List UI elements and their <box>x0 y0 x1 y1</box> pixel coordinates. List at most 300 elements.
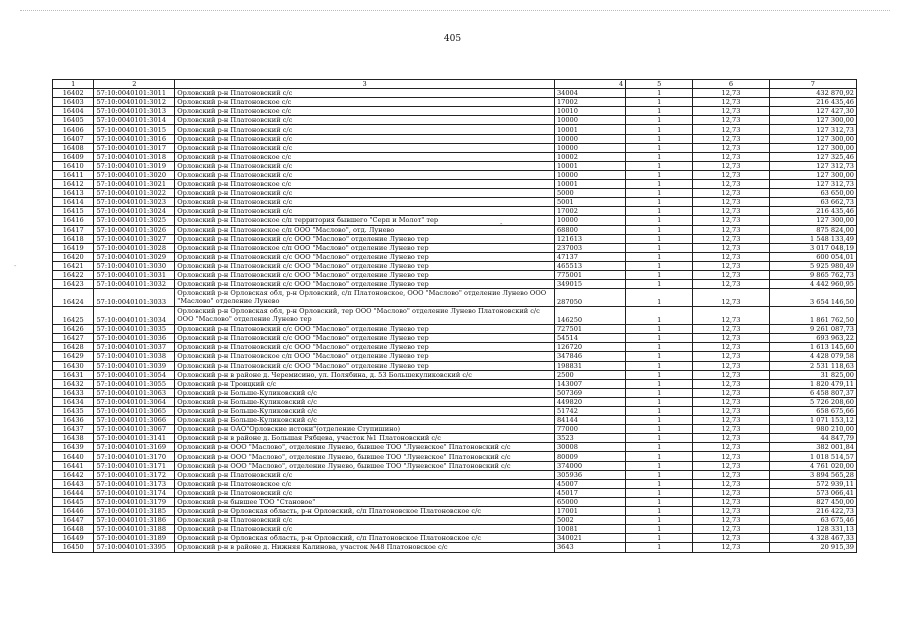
cell-value: 127 300,00 <box>769 216 856 225</box>
cell-rate: 12,73 <box>693 397 770 406</box>
cell-location: Орловский р-н Платоновский с/с <box>175 125 555 134</box>
cell-value: 1 861 762,50 <box>769 307 856 325</box>
cell-cadastral-number: 57:10:0040101:3023 <box>94 198 175 207</box>
header-row <box>53 80 857 89</box>
table-header <box>53 80 857 89</box>
table-row <box>53 307 857 325</box>
cell-rate: 12,73 <box>693 343 770 352</box>
cell-area: 10001 <box>554 161 625 170</box>
cell-location: Орловский р-н Платоновский с/с ООО "Маслово" отделение Лунево тер <box>175 261 555 270</box>
cell-quantity: 1 <box>626 225 693 234</box>
cell-location: Орловский р-н Платоновское с/п ООО "Маслово" отделение Лунево тер <box>175 352 555 361</box>
table-row <box>53 379 857 388</box>
cell-location: Орловский р-н Платоновское с/п ООО "Маслово", отд. Лунево <box>175 225 555 234</box>
cell-rate: 12,73 <box>693 470 770 479</box>
cell-cadastral-number: 57:10:0040101:3019 <box>94 161 175 170</box>
cell-rate: 12,73 <box>693 225 770 234</box>
cell-row-number: 16421 <box>53 261 94 270</box>
cell-quantity: 1 <box>626 180 693 189</box>
cell-cadastral-number: 57:10:0040101:3063 <box>94 388 175 397</box>
table-row <box>53 143 857 152</box>
cell-row-number: 16426 <box>53 325 94 334</box>
cell-value: 9 865 762,73 <box>769 270 856 279</box>
cell-quantity: 1 <box>626 425 693 434</box>
cell-quantity: 1 <box>626 98 693 107</box>
table-row <box>53 461 857 470</box>
cell-cadastral-number: 57:10:0040101:3029 <box>94 252 175 261</box>
cell-location: Орловский р-н Платоновское с/п ООО "Маслово" отделение Лунево тер <box>175 243 555 252</box>
cell-area: 305936 <box>554 470 625 479</box>
cell-location: Орловский р-н Платоновский с/с <box>175 116 555 125</box>
cell-quantity: 1 <box>626 407 693 416</box>
cell-row-number: 16414 <box>53 198 94 207</box>
table-row <box>53 525 857 534</box>
table-row <box>53 397 857 406</box>
cell-value: 382 001,84 <box>769 443 856 452</box>
table-row <box>53 416 857 425</box>
cell-rate: 12,73 <box>693 543 770 552</box>
cell-value: 573 066,41 <box>769 488 856 497</box>
cell-value: 1 071 153,12 <box>769 416 856 425</box>
cell-area: 30008 <box>554 443 625 452</box>
cell-value: 1 820 479,11 <box>769 379 856 388</box>
cell-quantity: 1 <box>626 388 693 397</box>
table-row <box>53 189 857 198</box>
cell-cadastral-number: 57:10:0040101:3141 <box>94 434 175 443</box>
table-row <box>53 488 857 497</box>
cell-row-number: 16403 <box>53 98 94 107</box>
cell-quantity: 1 <box>626 461 693 470</box>
cell-rate: 12,73 <box>693 98 770 107</box>
cell-rate: 12,73 <box>693 207 770 216</box>
cell-rate: 12,73 <box>693 243 770 252</box>
cell-row-number: 16404 <box>53 107 94 116</box>
cell-location: Орловский р-н Платоновский с/с ООО "Маслово" отделение Лунево тер <box>175 252 555 261</box>
cell-row-number: 16446 <box>53 507 94 516</box>
cell-cadastral-number: 57:10:0040101:3031 <box>94 270 175 279</box>
table-row <box>53 507 857 516</box>
cell-area: 449820 <box>554 397 625 406</box>
cell-row-number: 16428 <box>53 343 94 352</box>
cell-cadastral-number: 57:10:0040101:3025 <box>94 216 175 225</box>
column-header-1: 1 <box>53 80 94 89</box>
cell-row-number: 16413 <box>53 189 94 198</box>
cell-quantity: 1 <box>626 543 693 552</box>
table-row <box>53 470 857 479</box>
cell-cadastral-number: 57:10:0040101:3021 <box>94 180 175 189</box>
cell-area: 10001 <box>554 180 625 189</box>
cell-value: 31 825,00 <box>769 370 856 379</box>
cell-area: 775001 <box>554 270 625 279</box>
cell-row-number: 16431 <box>53 370 94 379</box>
cell-quantity: 1 <box>626 488 693 497</box>
table-row <box>53 243 857 252</box>
column-header-6: 6 <box>693 80 770 89</box>
cell-row-number: 16429 <box>53 352 94 361</box>
column-header-7: 7 <box>769 80 856 89</box>
cell-cadastral-number: 57:10:0040101:3018 <box>94 152 175 161</box>
page-number: 405 <box>443 34 462 44</box>
table-row <box>53 452 857 461</box>
cell-quantity: 1 <box>626 452 693 461</box>
cell-rate: 12,73 <box>693 152 770 161</box>
cell-location: Орловский р-н Платоновский с/с ООО "Маслово" отделение Лунево тер <box>175 270 555 279</box>
cell-quantity: 1 <box>626 525 693 534</box>
cell-area: 10002 <box>554 152 625 161</box>
table-row <box>53 170 857 179</box>
cell-row-number: 16443 <box>53 479 94 488</box>
cell-quantity: 1 <box>626 261 693 270</box>
cell-value: 1 548 133,49 <box>769 234 856 243</box>
cell-rate: 12,73 <box>693 198 770 207</box>
cell-row-number: 16405 <box>53 116 94 125</box>
cell-location: Орловский р-н Платоновский с/с ООО "Маслово" отделение Лунево тер <box>175 234 555 243</box>
cell-rate: 12,73 <box>693 361 770 370</box>
cell-location: Орловский р-н Больше-Куликовский с/с <box>175 388 555 397</box>
cell-area: 10000 <box>554 134 625 143</box>
cell-area: 146250 <box>554 307 625 325</box>
cell-area: 374000 <box>554 461 625 470</box>
cell-location: Орловский р-н Платоновский с/с ООО "Маслово" отделение Лунево тер <box>175 334 555 343</box>
cell-value: 1 613 145,60 <box>769 343 856 352</box>
table-row <box>53 234 857 243</box>
cell-quantity: 1 <box>626 134 693 143</box>
table-row <box>53 343 857 352</box>
cell-rate: 12,73 <box>693 334 770 343</box>
cell-location: Орловский р-н ОАО"Орловские истоки"(отделение Ступишино) <box>175 425 555 434</box>
table-row <box>53 161 857 170</box>
cell-rate: 12,73 <box>693 370 770 379</box>
table-row <box>53 280 857 289</box>
cell-cadastral-number: 57:10:0040101:3065 <box>94 407 175 416</box>
table-row <box>53 98 857 107</box>
table-row <box>53 334 857 343</box>
cell-value: 127 300,00 <box>769 170 856 179</box>
cell-area: 3523 <box>554 434 625 443</box>
cell-value: 127 312,73 <box>769 161 856 170</box>
cell-cadastral-number: 57:10:0040101:3024 <box>94 207 175 216</box>
cell-value: 44 847,79 <box>769 434 856 443</box>
cell-rate: 12,73 <box>693 89 770 98</box>
cell-area: 45017 <box>554 488 625 497</box>
cell-row-number: 16430 <box>53 361 94 370</box>
cell-area: 347846 <box>554 352 625 361</box>
cell-cadastral-number: 57:10:0040101:3015 <box>94 125 175 134</box>
cell-area: 47137 <box>554 252 625 261</box>
cell-area: 727501 <box>554 325 625 334</box>
cell-value: 127 312,73 <box>769 125 856 134</box>
cell-rate: 12,73 <box>693 452 770 461</box>
cell-quantity: 1 <box>626 343 693 352</box>
cell-quantity: 1 <box>626 379 693 388</box>
table-row <box>53 225 857 234</box>
table-row <box>53 289 857 307</box>
cell-cadastral-number: 57:10:0040101:3039 <box>94 361 175 370</box>
cell-location: Орловский р-н Орловская область, р-н Орловский, с/п Платоновское Платоновское с/с <box>175 507 555 516</box>
cell-row-number: 16432 <box>53 379 94 388</box>
cell-quantity: 1 <box>626 497 693 506</box>
table-row <box>53 370 857 379</box>
cell-area: 10000 <box>554 143 625 152</box>
cell-value: 127 427,30 <box>769 107 856 116</box>
cell-row-number: 16418 <box>53 234 94 243</box>
margin-mark-right: - <box>500 220 503 228</box>
cell-area: 10000 <box>554 216 625 225</box>
table-row <box>53 261 857 270</box>
cell-row-number: 16420 <box>53 252 94 261</box>
table-row <box>53 434 857 443</box>
column-header-4: 4 <box>554 80 625 89</box>
cell-row-number: 16424 <box>53 289 94 307</box>
cell-quantity: 1 <box>626 198 693 207</box>
cell-quantity: 1 <box>626 370 693 379</box>
cell-rate: 12,73 <box>693 379 770 388</box>
cell-rate: 12,73 <box>693 434 770 443</box>
cell-rate: 12,73 <box>693 352 770 361</box>
cell-quantity: 1 <box>626 107 693 116</box>
cell-cadastral-number: 57:10:0040101:3064 <box>94 397 175 406</box>
cell-value: 658 675,66 <box>769 407 856 416</box>
cell-row-number: 16439 <box>53 443 94 452</box>
cell-cadastral-number: 57:10:0040101:3169 <box>94 443 175 452</box>
cell-rate: 12,73 <box>693 425 770 434</box>
margin-mark-left: - <box>14 262 17 270</box>
cell-value: 827 450,00 <box>769 497 856 506</box>
cell-cadastral-number: 57:10:0040101:3038 <box>94 352 175 361</box>
table-row <box>53 425 857 434</box>
cell-row-number: 16417 <box>53 225 94 234</box>
column-header-3: 3 <box>175 80 555 89</box>
cell-location: Орловский р-н Платоновский с/с <box>175 161 555 170</box>
cell-quantity: 1 <box>626 270 693 279</box>
cell-location: Орловский р-н Платоновский с/с <box>175 89 555 98</box>
cell-location: Орловский р-н в районе д. Нижняя Калинова, участок №48 Платоновское с/с <box>175 543 555 552</box>
cell-cadastral-number: 57:10:0040101:3028 <box>94 243 175 252</box>
cell-quantity: 1 <box>626 352 693 361</box>
cell-rate: 12,73 <box>693 252 770 261</box>
cell-row-number: 16423 <box>53 280 94 289</box>
cell-area: 34004 <box>554 89 625 98</box>
cell-rate: 12,73 <box>693 143 770 152</box>
table-row <box>53 198 857 207</box>
cell-row-number: 16441 <box>53 461 94 470</box>
cell-row-number: 16448 <box>53 525 94 534</box>
cell-quantity: 1 <box>626 334 693 343</box>
cell-row-number: 16407 <box>53 134 94 143</box>
table-row <box>53 270 857 279</box>
cell-quantity: 1 <box>626 307 693 325</box>
column-header-5: 5 <box>626 80 693 89</box>
cell-area: 65000 <box>554 497 625 506</box>
table-row <box>53 543 857 552</box>
cell-quantity: 1 <box>626 397 693 406</box>
cell-row-number: 16445 <box>53 497 94 506</box>
cell-cadastral-number: 57:10:0040101:3035 <box>94 325 175 334</box>
cell-cadastral-number: 57:10:0040101:3011 <box>94 89 175 98</box>
cell-cadastral-number: 57:10:0040101:3033 <box>94 289 175 307</box>
cell-quantity: 1 <box>626 207 693 216</box>
cell-cadastral-number: 57:10:0040101:3022 <box>94 189 175 198</box>
cell-rate: 12,73 <box>693 289 770 307</box>
cell-location: Орловский р-н Троицкий с/с <box>175 379 555 388</box>
cell-cadastral-number: 57:10:0040101:3037 <box>94 343 175 352</box>
cell-value: 127 325,46 <box>769 152 856 161</box>
cell-rate: 12,73 <box>693 443 770 452</box>
cell-rate: 12,73 <box>693 307 770 325</box>
cell-value: 5 925 980,49 <box>769 261 856 270</box>
table-row <box>53 125 857 134</box>
cell-cadastral-number: 57:10:0040101:3173 <box>94 479 175 488</box>
cell-rate: 12,73 <box>693 216 770 225</box>
cell-area: 68800 <box>554 225 625 234</box>
cell-rate: 12,73 <box>693 280 770 289</box>
cell-value: 3 894 565,28 <box>769 470 856 479</box>
cell-location: Орловский р-н Платоновский с/с ООО "Маслово" отделение Лунево тер <box>175 343 555 352</box>
cell-quantity: 1 <box>626 325 693 334</box>
cell-location: Орловский р-н Платоновский с/с <box>175 170 555 179</box>
table-row <box>53 134 857 143</box>
cell-cadastral-number: 57:10:0040101:3066 <box>94 416 175 425</box>
table-row <box>53 443 857 452</box>
cell-rate: 12,73 <box>693 461 770 470</box>
cell-value: 432 870,92 <box>769 89 856 98</box>
cell-value: 216 435,46 <box>769 207 856 216</box>
cell-location: Орловский р-н Больше-Куликовский с/с <box>175 416 555 425</box>
cell-area: 465513 <box>554 261 625 270</box>
cell-location: Орловский р-н Платоновский с/с <box>175 134 555 143</box>
page-header-marks <box>20 10 890 17</box>
cell-location: Орловский р-н Платоновский с/с <box>175 470 555 479</box>
cell-cadastral-number: 57:10:0040101:3032 <box>94 280 175 289</box>
cell-area: 17001 <box>554 507 625 516</box>
cell-rate: 12,73 <box>693 325 770 334</box>
cell-quantity: 1 <box>626 152 693 161</box>
register-table <box>52 79 857 553</box>
cell-rate: 12,73 <box>693 270 770 279</box>
cell-area: 507369 <box>554 388 625 397</box>
cell-location: Орловский р-н Платоновский с/с <box>175 207 555 216</box>
cell-rate: 12,73 <box>693 234 770 243</box>
cell-value: 127 312,73 <box>769 180 856 189</box>
cell-area: 10000 <box>554 116 625 125</box>
cell-area: 340021 <box>554 534 625 543</box>
cell-row-number: 16402 <box>53 89 94 98</box>
cell-value: 63 675,46 <box>769 516 856 525</box>
cell-quantity: 1 <box>626 416 693 425</box>
cell-quantity: 1 <box>626 516 693 525</box>
table-row <box>53 107 857 116</box>
cell-value: 216 422,73 <box>769 507 856 516</box>
cell-location: Орловский р-н Платоновский с/с ООО "Маслово" отделение Лунево тер <box>175 280 555 289</box>
cell-row-number: 16412 <box>53 180 94 189</box>
cell-area: 80009 <box>554 452 625 461</box>
cell-row-number: 16436 <box>53 416 94 425</box>
cell-location: Орловский р-н Платоновский с/с <box>175 143 555 152</box>
table-row <box>53 479 857 488</box>
cell-quantity: 1 <box>626 289 693 307</box>
cell-area: 51742 <box>554 407 625 416</box>
cell-row-number: 16406 <box>53 125 94 134</box>
cell-value: 3 017 048,19 <box>769 243 856 252</box>
cell-quantity: 1 <box>626 234 693 243</box>
cell-quantity: 1 <box>626 143 693 152</box>
cell-value: 875 824,00 <box>769 225 856 234</box>
cell-quantity: 1 <box>626 280 693 289</box>
table-row <box>53 252 857 261</box>
cell-area: 77000 <box>554 425 625 434</box>
cell-row-number: 16425 <box>53 307 94 325</box>
cell-quantity: 1 <box>626 161 693 170</box>
table-row <box>53 89 857 98</box>
cell-rate: 12,73 <box>693 516 770 525</box>
cell-row-number: 16437 <box>53 425 94 434</box>
cell-area: 84144 <box>554 416 625 425</box>
cell-value: 4 428 079,58 <box>769 352 856 361</box>
cell-cadastral-number: 57:10:0040101:3067 <box>94 425 175 434</box>
cell-cadastral-number: 57:10:0040101:3188 <box>94 525 175 534</box>
cell-value: 63 662,73 <box>769 198 856 207</box>
cell-value: 216 435,46 <box>769 98 856 107</box>
cell-quantity: 1 <box>626 361 693 370</box>
cell-area: 10000 <box>554 170 625 179</box>
cell-location: Орловский р-н в районе д. Большая Рябцева, участок №1 Платоновский с/с <box>175 434 555 443</box>
cell-quantity: 1 <box>626 434 693 443</box>
cell-cadastral-number: 57:10:0040101:3026 <box>94 225 175 234</box>
table-row <box>53 207 857 216</box>
cell-quantity: 1 <box>626 470 693 479</box>
cell-location: Орловский р-н Платоновский с/с <box>175 198 555 207</box>
cell-value: 6 458 807,37 <box>769 388 856 397</box>
cell-quantity: 1 <box>626 443 693 452</box>
cell-cadastral-number: 57:10:0040101:3012 <box>94 98 175 107</box>
cell-row-number: 16438 <box>53 434 94 443</box>
cell-location: Орловский р-н Платоновский с/с <box>175 525 555 534</box>
table-row <box>53 216 857 225</box>
table-row <box>53 116 857 125</box>
cell-location: Орловский р-н Орловская обл, р-н Орловский, с/п Платоновское, ООО "Маслово" отделение Лунево ООО "Маслово" отделение Лунево <box>175 289 555 307</box>
cell-cadastral-number: 57:10:0040101:3013 <box>94 107 175 116</box>
table-row <box>53 152 857 161</box>
cell-cadastral-number: 57:10:0040101:3395 <box>94 543 175 552</box>
cell-row-number: 16411 <box>53 170 94 179</box>
cell-location: Орловский р-н Платоновский с/с ООО "Маслово" отделение Лунево тер <box>175 361 555 370</box>
cell-location: Орловский р-н в районе д. Черемисино, ул. Полябина, д. 53 Большекуликовский с/с <box>175 370 555 379</box>
cell-row-number: 16435 <box>53 407 94 416</box>
cell-value: 600 054,01 <box>769 252 856 261</box>
cell-value: 9 261 087,73 <box>769 325 856 334</box>
cell-location: Орловский р-н Платоновское с/с <box>175 98 555 107</box>
cell-rate: 12,73 <box>693 488 770 497</box>
table-row <box>53 497 857 506</box>
table-body <box>53 89 857 552</box>
cell-rate: 12,73 <box>693 416 770 425</box>
cell-area: 45007 <box>554 479 625 488</box>
cell-location: Орловский р-н Платоновское с/с <box>175 107 555 116</box>
cell-location: Орловский р-н бывшее ТОО "Становое" <box>175 497 555 506</box>
cell-row-number: 16415 <box>53 207 94 216</box>
cell-area: 143007 <box>554 379 625 388</box>
cell-cadastral-number: 57:10:0040101:3189 <box>94 534 175 543</box>
cell-area: 237003 <box>554 243 625 252</box>
cell-rate: 12,73 <box>693 261 770 270</box>
cell-location: Орловский р-н Орловская область, р-н Орловский, с/п Платоновское Платоновское с/с <box>175 534 555 543</box>
cell-area: 10010 <box>554 107 625 116</box>
cell-cadastral-number: 57:10:0040101:3186 <box>94 516 175 525</box>
cell-rate: 12,73 <box>693 388 770 397</box>
cell-rate: 12,73 <box>693 497 770 506</box>
cell-rate: 12,73 <box>693 525 770 534</box>
cell-quantity: 1 <box>626 125 693 134</box>
